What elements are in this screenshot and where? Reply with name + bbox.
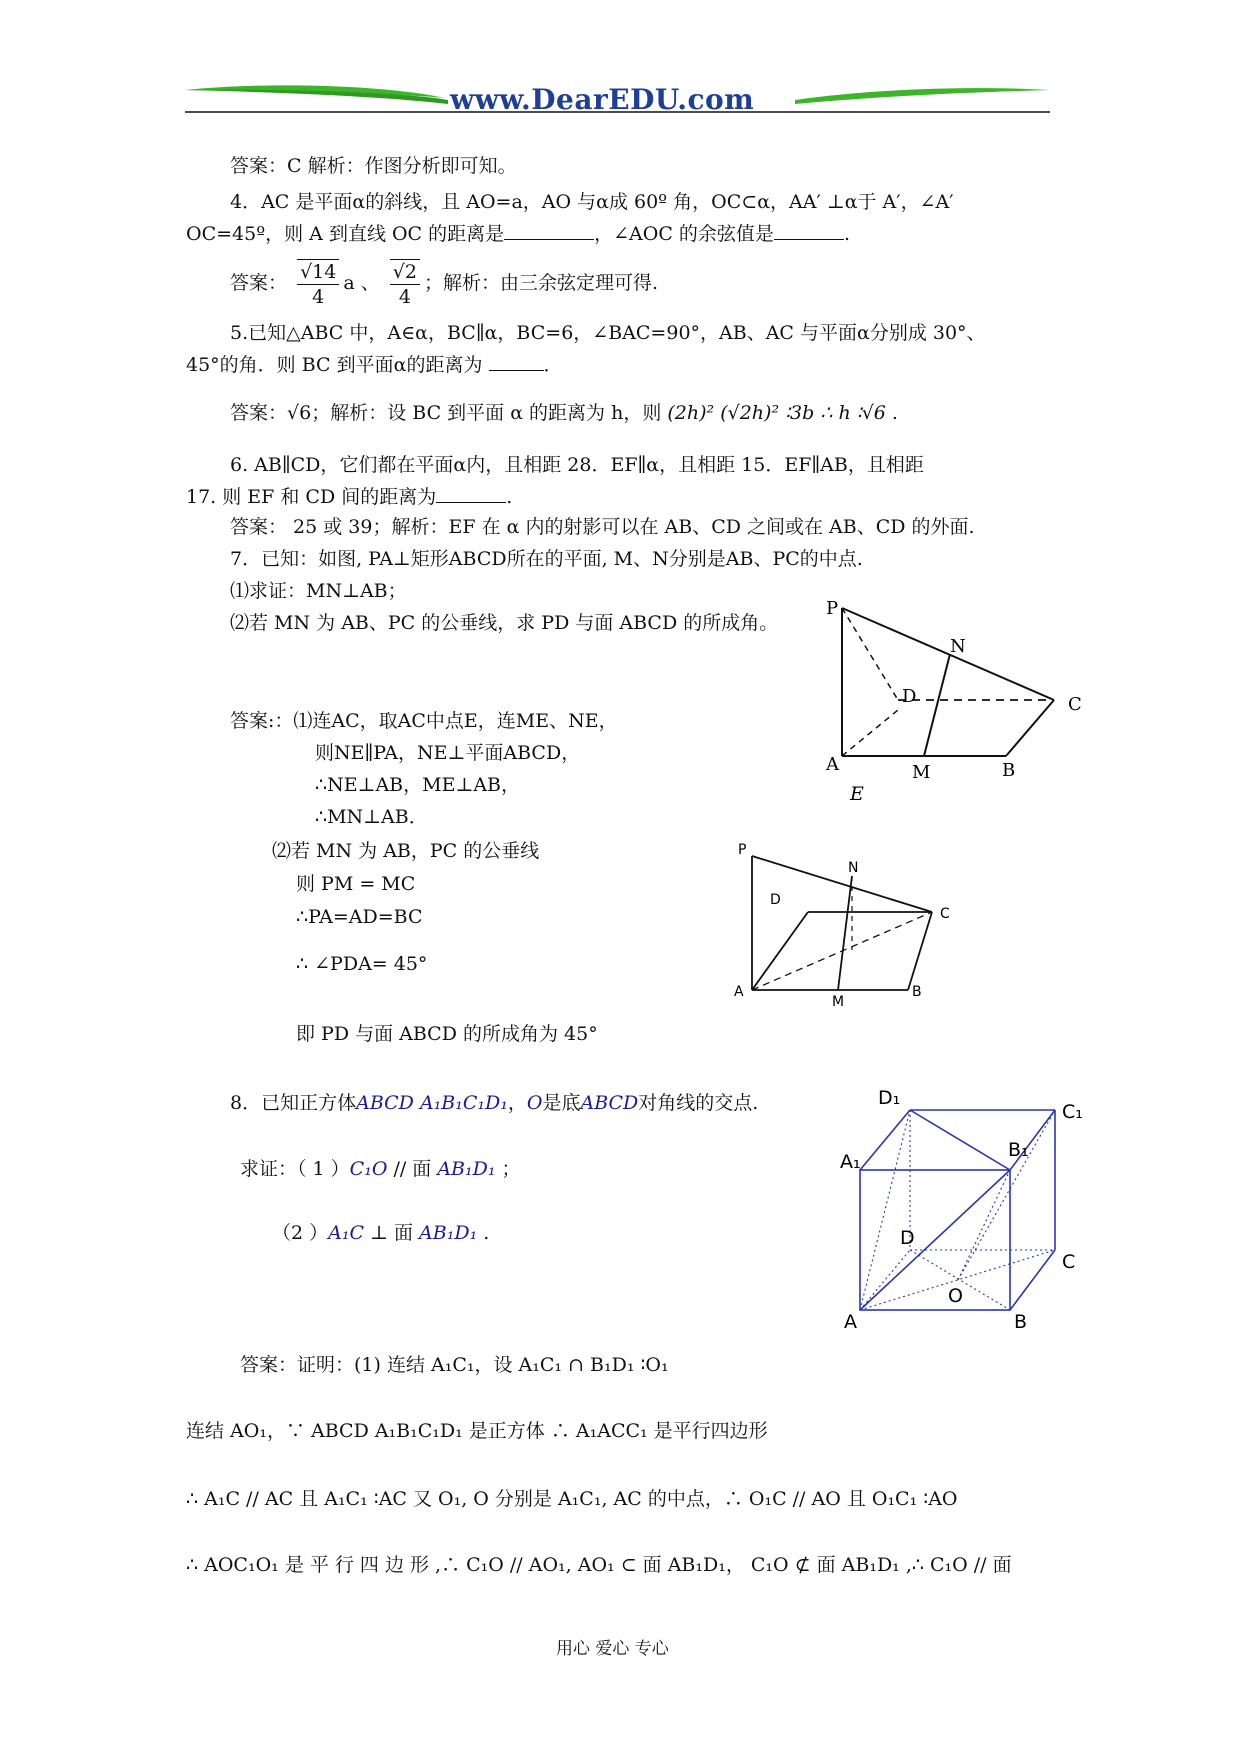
question-4-line1: 4．AC 是平面α的斜线，且 AO=a，AO 与α成 60º 角，OC⊂α，AA′ ⊥α于 A′，∠A′ <box>230 191 954 213</box>
figure-pyramid-2 <box>730 840 970 1010</box>
page-footer: 用心 爱心 专心 <box>556 1639 669 1659</box>
figure-cube <box>840 1080 1100 1333</box>
label-c: C <box>940 906 950 922</box>
label-a: A <box>734 984 744 1000</box>
label-b: B <box>1014 1311 1028 1333</box>
label-a: A <box>826 754 839 775</box>
question-7-part1: ⑴求证：MN⊥AB； <box>230 580 407 602</box>
label-p: P <box>738 842 747 858</box>
fraction: $\frac{√14}{4}$ <box>297 259 339 309</box>
question-4-line2: OC=45º，则 A 到直线 OC 的距离是 ，∠AOC 的余弦值是 . <box>186 223 850 245</box>
answer-6: 答案： 25 或 39；解析：EF 在 α 内的射影可以在 AB、CD 之间或在 AB、CD 的外面. <box>230 516 975 538</box>
label-e: E <box>850 783 864 805</box>
blank <box>436 484 506 503</box>
question-8-prove-1: 求证：（ 1 ）C₁O // 面 AB₁D₁ ； <box>240 1158 521 1180</box>
label-b: B <box>1002 760 1016 781</box>
blank <box>774 221 844 240</box>
blank <box>489 352 544 371</box>
answer-7-line1: 答案:：⑴连AC，取AC中点E，连ME、NE， <box>230 710 618 732</box>
label-n: N <box>848 860 859 876</box>
question-7: 7．已知：如图, PA⊥矩形ABCD所在的平面, M、N分别是AB、PC的中点. <box>230 548 863 570</box>
figure-pyramid-1 <box>820 590 1100 810</box>
answer-7-line3: ∴NE⊥AB，ME⊥AB， <box>315 774 521 796</box>
question-7-part2: ⑵若 MN 为 AB、PC 的公垂线，求 PD 与面 ABCD 的所成角。 <box>230 612 779 634</box>
question-6-line2: 17. 则 EF 和 CD 间的距离为 . <box>186 486 513 508</box>
answer-8-line2: 连结 AO₁，∵ ABCD A₁B₁C₁D₁ 是正方体 ∴ A₁ACC₁ 是平行四边形 <box>186 1420 768 1442</box>
answer-7-line7: ∴PA=AD=BC <box>296 906 423 928</box>
site-title: www.DearEDU.com <box>450 83 755 116</box>
question-6-line1: 6. AB∥CD，它们都在平面α内，且相距 28．EF∥α，且相距 15．EF∥AB，且相距 <box>230 454 924 476</box>
answer-4: 答案： $\frac{√14}{4}$ a 、 $\frac{√2}{4}$ ；解析：由三余弦定理可得. <box>230 261 659 308</box>
answer-3: 答案：C 解析：作图分析即可知。 <box>230 155 517 177</box>
answer-5: 答案：√6；解析：设 BC 到平面 α 的距离为 h，则 (2h)² (√2h)² ∶3b ∴ h ∶√6 . <box>230 402 898 424</box>
label-c: C <box>1062 1251 1076 1273</box>
label-n: N <box>950 636 966 657</box>
blank <box>504 221 594 240</box>
answer-8-line3: ∴ A₁C // AC 且 A₁C₁ ∶AC 又 O₁, O 分别是 A₁C₁, AC 的中点，∴ O₁C // AO 且 O₁C₁ ∶AO <box>186 1488 958 1510</box>
label-m: M <box>912 762 931 783</box>
label-b: B <box>912 984 922 1000</box>
answer-7-line8: ∴ ∠PDA= 45° <box>296 953 428 975</box>
label-d: D <box>770 892 781 908</box>
label-b1: B₁ <box>1008 1139 1029 1161</box>
label-d: D <box>900 1227 915 1249</box>
fraction: $\frac{√2}{4}$ <box>390 259 420 309</box>
label-d: D <box>902 686 917 707</box>
label-c: C <box>1068 694 1082 715</box>
answer-7-line6: 则 PM = MC <box>296 873 416 895</box>
answer-8-line1: 答案：证明：(1) 连结 A₁C₁，设 A₁C₁ ∩ B₁D₁ ∶O₁ <box>240 1354 669 1376</box>
answer-7-line5: ⑵若 MN 为 AB，PC 的公垂线 <box>272 840 540 862</box>
label-a: A <box>844 1311 857 1333</box>
question-8-prove-2: （2 ）A₁C ⊥ 面 AB₁D₁ . <box>272 1222 490 1244</box>
label-o: O <box>948 1285 963 1307</box>
answer-7-line2: 则NE∥PA，NE⊥平面ABCD， <box>315 742 581 764</box>
question-5-line2: 45°的角．则 BC 到平面α的距离为 ． <box>186 354 563 376</box>
answer-7-line4: ∴MN⊥AB． <box>315 806 428 828</box>
answer-7-line9: 即 PD 与面 ABCD 的所成角为 45° <box>296 1023 598 1045</box>
answer-8-line4: ∴ AOC₁O₁ 是 平 行 四 边 形 ,∴ C₁O // AO₁, AO₁ ⊂ 面 AB₁D₁， C₁O ⊄ 面 AB₁D₁ ,∴ C₁O // 面 <box>186 1554 1012 1576</box>
label-c1: C₁ <box>1062 1101 1083 1123</box>
question-8: 8．已知正方体ABCD A₁B₁C₁D₁，O是底ABCD对角线的交点. <box>230 1092 759 1114</box>
label-m: M <box>832 994 845 1010</box>
label-d1: D₁ <box>878 1087 901 1109</box>
label-a1: A₁ <box>840 1151 861 1173</box>
question-5-line1: 5.已知△ABC 中，A∈α，BC∥α，BC=6，∠BAC=90°，AB、AC 与平面α分别成 30°、 <box>230 322 986 344</box>
label-p: P <box>826 598 839 619</box>
